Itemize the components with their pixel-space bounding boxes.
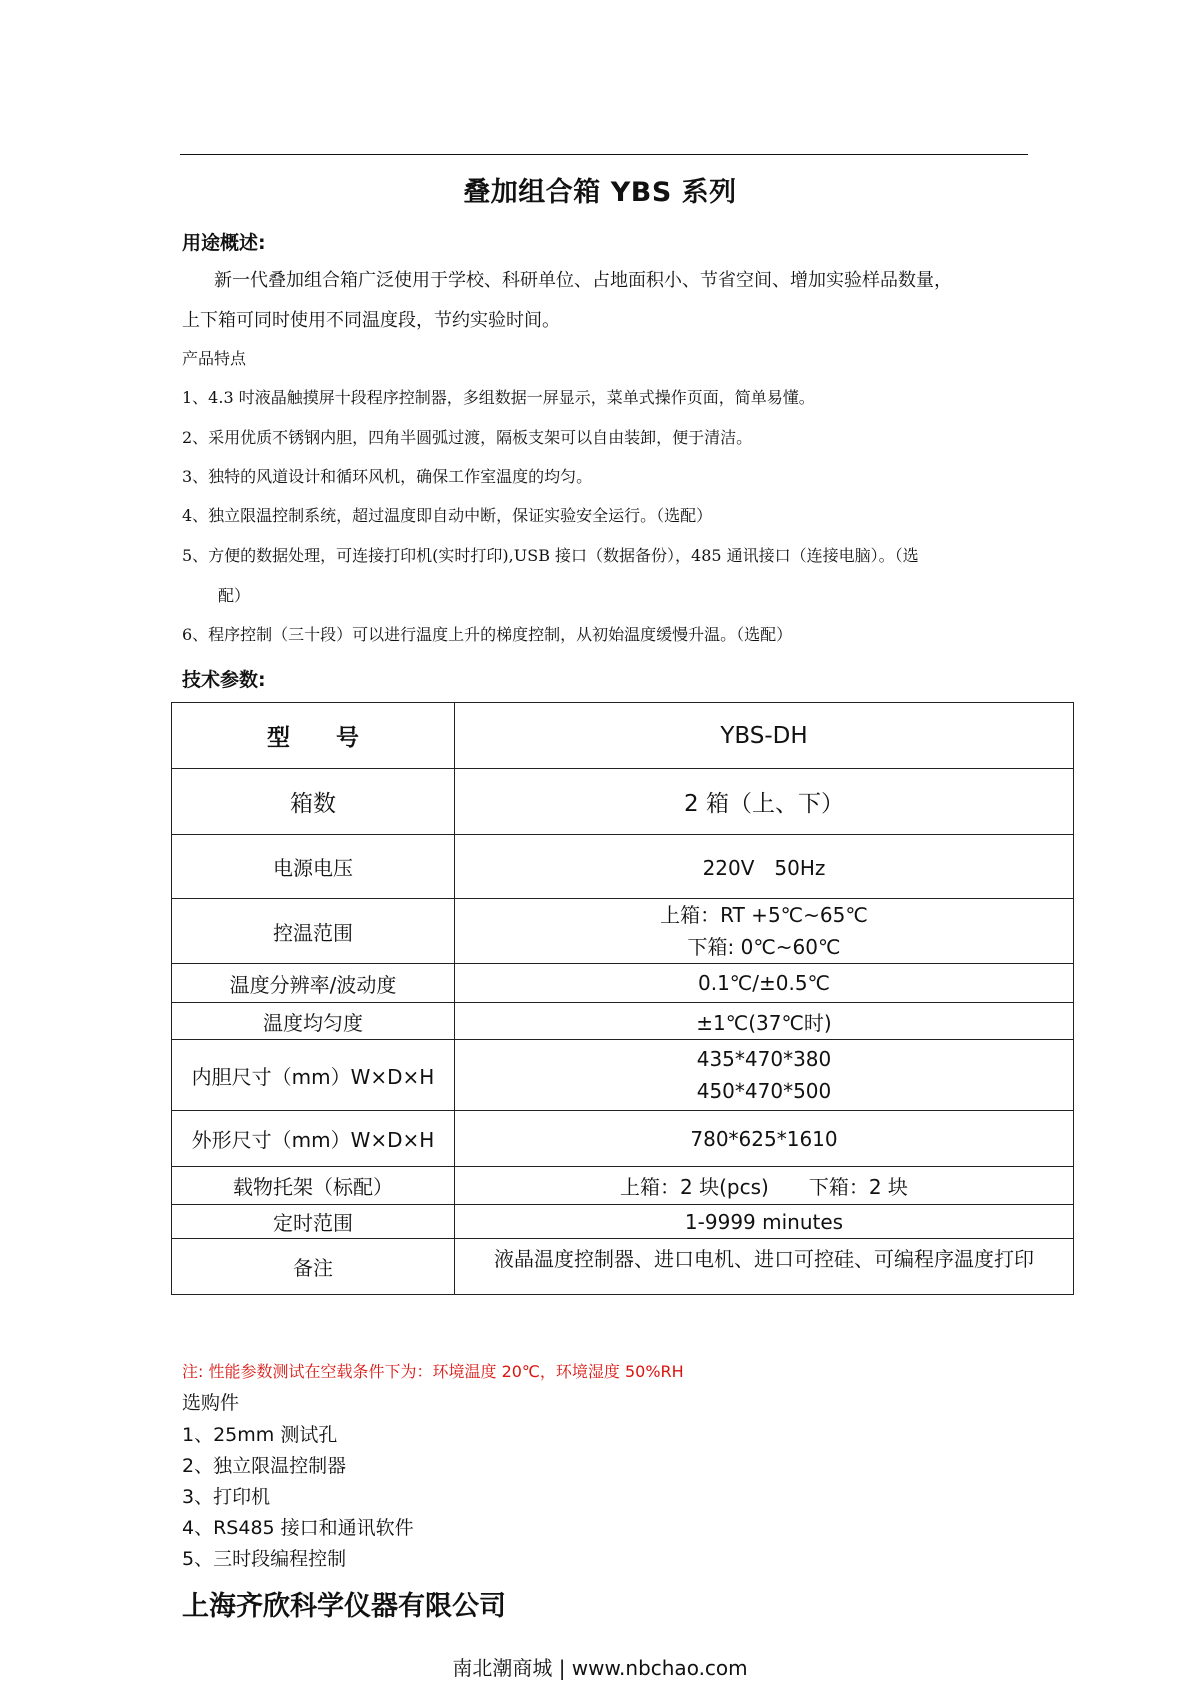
features-heading: 产品特点 — [182, 349, 247, 368]
spec-value: 上箱：2 块(pcs) 下箱：2 块 — [455, 1167, 1074, 1205]
feature-item: 4、独立限温控制系统，超过温度即自动中断，保证实验安全运行。（选配） — [182, 506, 713, 525]
spec-value — [455, 1040, 1074, 1111]
spec-value: 1-9999 minutes — [455, 1205, 1074, 1239]
spec-label: 温度均匀度 — [172, 1003, 455, 1040]
spec-value — [455, 899, 1074, 964]
site-footer: 南北潮商城 | www.nbchao.com — [452, 1656, 748, 1680]
table-row — [172, 1040, 1074, 1111]
spec-label: 内胆尺寸（mm）W×D×H — [172, 1040, 455, 1111]
spec-value-line: 下箱: 0℃~60℃ — [687, 935, 841, 959]
spec-label: 温度分辨率/波动度 — [172, 964, 455, 1003]
option-item: 5、三时段编程控制 — [182, 1548, 347, 1570]
company-name: 上海齐欣科学仪器有限公司 — [182, 1591, 506, 1622]
table-row — [172, 899, 1074, 964]
specs-heading: 技术参数: — [182, 669, 266, 691]
spec-label: 箱数 — [172, 769, 455, 835]
page-title: 叠加组合箱 YBS 系列 — [463, 177, 737, 208]
table-row — [172, 835, 1074, 899]
feature-item-cont: 配） — [218, 586, 251, 605]
option-item: 2、独立限温控制器 — [182, 1455, 347, 1477]
table-row — [172, 1239, 1074, 1295]
spec-label: 外形尺寸（mm）W×D×H — [172, 1111, 455, 1167]
table-row — [172, 1111, 1074, 1167]
test-condition-note: 注: 性能参数测试在空载条件下为：环境温度 20℃，环境湿度 50%RH — [182, 1362, 684, 1381]
usage-line-2: 上下箱可同时使用不同温度段，节约实验时间。 — [182, 310, 560, 331]
table-row — [172, 1205, 1074, 1239]
spec-value: 0.1℃/±0.5℃ — [455, 964, 1074, 1003]
option-item: 3、打印机 — [182, 1486, 271, 1508]
options-heading: 选购件 — [182, 1392, 240, 1414]
spec-value: 2 箱（上、下） — [455, 769, 1074, 835]
table-row — [172, 769, 1074, 835]
spec-label: 载物托架（标配） — [172, 1167, 455, 1205]
spec-value: YBS-DH — [455, 703, 1074, 769]
feature-item: 1、4.3 吋液晶触摸屏十段程序控制器，多组数据一屏显示，菜单式操作页面，简单易懂。 — [182, 388, 815, 407]
spec-label: 电源电压 — [172, 835, 455, 899]
spec-value-line: 435*470*380 — [696, 1047, 832, 1071]
option-item: 1、25mm 测试孔 — [182, 1424, 338, 1446]
spec-value: 液晶温度控制器、进口电机、进口可控硅、可编程序温度打印 — [455, 1239, 1074, 1295]
usage-line-1: 新一代叠加组合箱广泛使用于学校、科研单位、占地面积小、节省空间、增加实验样品数量， — [214, 270, 952, 291]
spec-value-line: 上箱：RT +5℃~65℃ — [660, 903, 868, 927]
table-row — [172, 703, 1074, 769]
header-rule — [180, 154, 1028, 155]
spec-label: 备注 — [172, 1239, 455, 1295]
spec-value: ±1℃(37℃时) — [455, 1003, 1074, 1040]
feature-item: 3、独特的风道设计和循环风机，确保工作室温度的均匀。 — [182, 467, 593, 486]
table-row — [172, 1003, 1074, 1040]
spec-table — [171, 702, 1074, 1295]
spec-label: 型 号 — [172, 703, 455, 769]
option-item: 4、RS485 接口和通讯软件 — [182, 1517, 414, 1539]
spec-value: 220V 50Hz — [455, 835, 1074, 899]
feature-item: 2、采用优质不锈钢内胆，四角半圆弧过渡，隔板支架可以自由装卸，便于清洁。 — [182, 428, 753, 447]
spec-value: 780*625*1610 — [455, 1111, 1074, 1167]
spec-value-line: 450*470*500 — [696, 1079, 832, 1103]
feature-item: 6、程序控制（三十段）可以进行温度上升的梯度控制，从初始温度缓慢升温。（选配） — [182, 625, 793, 644]
table-row — [172, 964, 1074, 1003]
feature-item: 5、方便的数据处理，可连接打印机(实时打印),USB 接口（数据备份），485 通讯接口（连接电脑）。（选 — [182, 546, 919, 565]
spec-label: 控温范围 — [172, 899, 455, 964]
spec-label: 定时范围 — [172, 1205, 455, 1239]
usage-heading: 用途概述: — [182, 232, 266, 254]
table-row — [172, 1167, 1074, 1205]
